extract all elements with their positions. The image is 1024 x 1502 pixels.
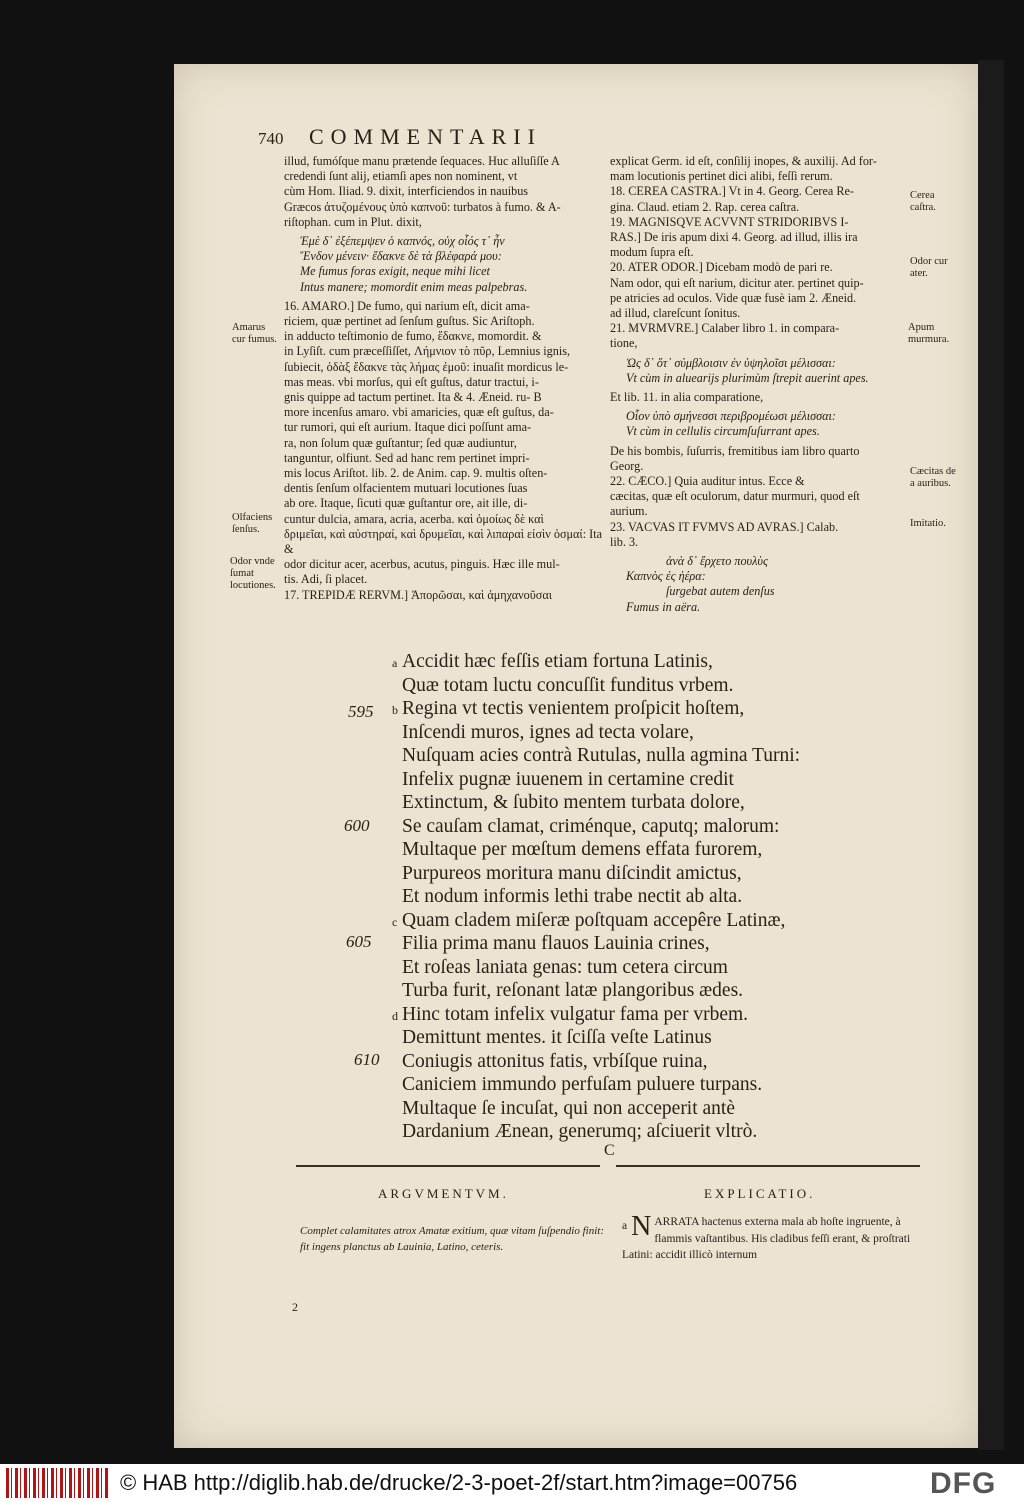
commentary-line: δριμεῖαι, καὶ αὐστηραί, καὶ δρυμεῖαι, καὶ λιπαραὶ εἰσὶν ὀσμαί: Ita &: [284, 526, 602, 557]
quoted-verse: [300, 234, 602, 295]
commentary-line: riſtophan. cum in Plut. dixit,: [284, 214, 422, 229]
poem-line-text: Se cauſam clamat, criménque, caputq; malorum:: [402, 815, 780, 837]
poem-line-text: Accidit hæc feſſis etiam fortuna Latinis,: [402, 651, 713, 672]
poem-line-text: Et nodum informis lethi trabe nectit ab alta.: [402, 886, 743, 907]
poem-line: [392, 862, 832, 886]
poem-line: [392, 909, 832, 933]
poem-line: [392, 674, 832, 698]
commentary-line: more incenſus amaro. vbi amaricies, quæ eſt guſtus, da-: [284, 405, 554, 420]
poem-block: [392, 650, 832, 1144]
commentary-line: 23. VACVAS IT FVMVS AD AVRAS.] Calab.: [610, 519, 839, 534]
note-letter: a: [392, 656, 398, 670]
commentary-left-column: [284, 154, 602, 603]
signature-mark: C: [604, 1142, 615, 1159]
poem-line-text: Purpureos moritura manu diſcindit amictus,: [402, 862, 742, 884]
footer-copyright: © HAB http://diglib.hab.de/drucke/2-3-poet-2f/start.htm?image=00756: [120, 1470, 798, 1495]
argumentum-text: Complet calamitates atrox Amatæ exitium, quæ vitam ſuſpendio finit: fit ingens planctus ab Lauinia, Latino, ceteris.: [300, 1225, 604, 1253]
note-letter: a: [622, 1220, 628, 1232]
margin-note-cerea: Cerea caſtra.: [910, 190, 936, 213]
commentary-line: odor dicitur acer, acerbus, acutus, pinguis. Hæc ille mul-: [284, 557, 560, 572]
note-letter: c: [392, 914, 398, 929]
commentary-line: De his bombis, ſuſurris, fremitibus iam libro quarto: [610, 443, 860, 458]
line-number: 610: [354, 1050, 380, 1069]
poem-line-text: Infelix pugnæ iuuenem in certamine credit: [402, 768, 734, 790]
commentary-line: tur rumori, qui eſt aurium. Itaque dici poſſunt ama-: [284, 420, 532, 435]
footer-bar: [0, 1464, 1024, 1502]
poem-line: [392, 1120, 832, 1144]
commentary-line: 18. CEREA CASTRA.] Vt in 4. Georg. Cerea Re-: [610, 184, 854, 199]
poem-line-text: Et roſeas laniata genas: tum cetera circum: [402, 956, 728, 978]
poem-line-text: Nuſquam acies contrà Rutulas, nulla agmina Turni:: [402, 745, 801, 766]
note-letter: d: [392, 1008, 398, 1023]
poem-line: [392, 956, 832, 980]
quoted-verse: [626, 409, 916, 439]
margin-note-imitatio: Imitatio.: [910, 518, 946, 529]
poem-line: [392, 768, 832, 792]
note-letter: b: [392, 703, 398, 717]
page-number: 740: [258, 129, 284, 148]
commentary-line: illud, fumóſque manu prætende ſequaces. Huc alluſiſſe A: [284, 154, 560, 168]
commentary-line: ad illud, clareſcunt ſonitus.: [610, 306, 741, 321]
commentary-line: ſurgebat autem denſus: [666, 584, 775, 599]
poem-line-text: Regina vt tectis venientem proſpicit hoſtem,: [402, 698, 745, 719]
commentary-line: in adducto teſtimonio de fumo, ἔδακνε, momordit. &: [284, 329, 542, 344]
poem-line-text: Quam cladem miſeræ poſtquam accepêre Latinæ,: [402, 909, 786, 931]
commentary-line: Georg.: [610, 458, 644, 473]
commentary-line: dentis ſenſum olfacientem mutuari locutiones ſuas: [284, 481, 528, 496]
commentary-line: 22. CÆCO.] Quia auditur intus. Ecce &: [610, 474, 805, 489]
divider-right: [616, 1165, 920, 1167]
divider-left: [296, 1165, 600, 1167]
commentary-line: gina. Claud. etiam 2. Rap. cerea caſtra.: [610, 199, 800, 214]
commentary-line: modum ſupra eſt.: [610, 245, 694, 260]
line-number: 600: [344, 816, 370, 835]
explicatio-heading: EXPLICATIO.: [704, 1186, 816, 1201]
bottom-mark: 2: [292, 1300, 298, 1314]
argumentum-heading: ARGVMENTVM.: [378, 1186, 509, 1201]
commentary-line: Et lib. 11. in alia comparatione,: [610, 390, 764, 405]
commentary-line: Intus manere; momordit enim meas palpebras.: [300, 279, 528, 294]
margin-note-caecitas: Cæcitas de a auribus.: [910, 466, 956, 489]
poem-line: [392, 791, 832, 815]
poem-line: [392, 1003, 832, 1027]
margin-note-olfaciens: Olfaciens ſenſus.: [232, 512, 273, 535]
line-number: 595: [348, 702, 374, 721]
commentary-line: cuntur dulcia, amara, acria, acerba. καὶ ὁμοίως δὲ καὶ: [284, 511, 544, 526]
commentary-line: 19. MAGNISQVE ACVVNT STRIDORIBVS I-: [610, 214, 849, 229]
commentary-line: pe atricies ad oculos. Vide quæ fusè iam 2. Æneid.: [610, 290, 857, 305]
margin-note-amarus: Amarus cur fumus.: [232, 322, 277, 345]
margin-note-odor: Odor vnde ſumat locutiones.: [230, 556, 276, 591]
poem-line-text: Filia prima manu flauos Lauinia crines,: [402, 933, 710, 954]
commentary-line: ab ore. Itaque, ſicuti quæ guſtantur ore, ait ille, di-: [284, 496, 528, 511]
explicatio-body: ARRATA hactenus externa mala ab hoſte ingruente, à flammis vaſtantibus. His cladibus feſſi erant, & proſtrati Latini: accidit illicò internum: [622, 1216, 911, 1261]
book-edge: [978, 60, 1004, 1450]
commentary-line: RAS.] De iris apum dixi 4. Georg. ad illud, illis ira: [610, 230, 858, 245]
commentary-line: mas meas. vbi morſus, qui eſt guſtus, datur tractui, i-: [284, 374, 539, 389]
poem-line-text: Extinctum, & ſubito mentem turbata dolore,: [402, 792, 745, 813]
commentary-line: Vt cùm in cellulis circumſuſurrant apes.: [626, 424, 820, 439]
commentary-line: Καπνὸς ἐς ἠέρα:: [626, 569, 706, 584]
commentary-line: mis locus Ariſtot. lib. 2. de Anim. cap. 9. multis oſten-: [284, 466, 548, 481]
poem-line: [392, 650, 832, 674]
commentary-line: 17. TREPIDÆ RERVM.] Ἀπορῶσαι, καὶ ἀμηχανοῦσαι: [284, 587, 553, 602]
commentary-line: Vt cùm in aluearijs plurimùm ſtrepit auerint apes.: [626, 370, 869, 385]
explicatio-text: [622, 1211, 926, 1264]
commentary-line: 16. AMARO.] De fumo, qui narium eſt, dicit ama-: [284, 298, 530, 313]
poem-line-text: Dardanium Ænean, generumq; aſciuerit vltrò.: [402, 1121, 758, 1142]
poem-line: [392, 1097, 832, 1121]
poem-line: [392, 885, 832, 909]
commentary-line: gnis quippe ad tactum pertinet. Ita & 4. Æneid. ru- B: [284, 390, 542, 405]
poem-line: [392, 1050, 832, 1074]
quoted-verse: [626, 554, 916, 615]
commentary-right-column: [610, 154, 916, 619]
commentary-line: in Lyſiſt. cum præceſſiſſet, Λήμνιον τὸ πῦρ, Lemnius ignis,: [284, 344, 571, 359]
commentary-line: credendi ſunt alij, etiamſi apes non nominent, vt: [284, 169, 518, 184]
commentary-line: aurium.: [610, 504, 648, 519]
poem-line: [392, 697, 832, 721]
hab-logo-icon: [6, 1468, 110, 1498]
commentary-line: ἀνὰ δ᾽ ἔρχετο πουλὺς: [666, 554, 768, 569]
commentary-line: Οἷον ὑπὸ σμήνεσσι περιβρομέωσι μέλισσαι:: [626, 409, 836, 424]
commentary-line: cæcitas, quæ eſt oculorum, datur murmuri, quod eſt: [610, 489, 860, 504]
poem-line-text: Quæ totam luctu concuſſit funditus vrbem.: [402, 674, 734, 696]
line-number: 605: [346, 932, 372, 951]
poem-line-text: Hinc totam infelix vulgatur fama per vrbem.: [402, 1003, 749, 1025]
commentary-line: 20. ATER ODOR.] Dicebam modò de pari re.: [610, 260, 833, 275]
poem-line: [392, 838, 832, 862]
poem-line-text: Demittunt mentes. it ſciſſa veſte Latinus: [402, 1027, 712, 1048]
dfg-logo: DFG: [930, 1467, 997, 1500]
poem-line-text: Coniugis attonitus fatis, vrbíſque ruina,: [402, 1050, 708, 1072]
commentary-line: tanguntur, olfiunt. Sed ad hanc rem pertinet impri-: [284, 450, 530, 465]
margin-note-apum: Apum murmura.: [908, 322, 950, 345]
poem-line-text: Multaque per mœſtum demens effata furorem,: [402, 839, 763, 860]
commentary-line: 21. MVRMVRE.] Calaber libro 1. in compara-: [610, 321, 840, 336]
commentary-line: lib. 3.: [610, 534, 639, 549]
commentary-line: Græcos ἀτυζομένους ὑπὸ καπνοῦ: turbatos à fumo. & A-: [284, 199, 561, 214]
poem-line-text: Turba furit, reſonant latæ plangoribus ædes.: [402, 980, 744, 1001]
commentary-line: explicat Germ. id eſt, conſilij inopes, & auxilij. Ad for-: [610, 154, 877, 168]
commentary-line: Fumus in aëra.: [626, 599, 701, 614]
running-title: COMMENTARII: [309, 124, 542, 149]
poem-line-text: Multaque ſe incuſat, qui non acceperit antè: [402, 1097, 735, 1119]
commentary-line: ſubiecit, ὀδὰξ ἔδακνε τὰς λήμας ἐμοῦ: inuaſit mordicus le-: [284, 359, 569, 374]
commentary-line: ra, non ſolum quæ guſtantur; ſed quæ audiuntur,: [284, 435, 517, 450]
commentary-line: Me fumus foras exigit, neque mihi licet: [300, 264, 490, 279]
commentary-line: tis. Adi, ſi placet.: [284, 572, 368, 587]
poem-line: [392, 815, 832, 839]
quoted-verse: [626, 356, 916, 386]
poem-line: [392, 744, 832, 768]
poem-line: [392, 979, 832, 1003]
commentary-line: Ἐμὲ δ᾽ ἐξέπεμψεν ὁ καπνός, οὐχ οἷός τ᾽ ἦν: [300, 234, 505, 249]
poem-line: [392, 932, 832, 956]
commentary-line: Ἔνδον μένειν· ἔδακνε δὲ τὰ βλέφαρά μου:: [300, 249, 502, 264]
commentary-line: Nam odor, qui eſt narium, dicitur ater. pertinet quip-: [610, 275, 864, 290]
poem-line: [392, 1026, 832, 1050]
commentary-line: cùm Hom. Iliad. 9. dixit, interficiendos in nauibus: [284, 184, 529, 199]
commentary-line: Ὡς δ᾽ ὅτ᾽ σύμβλοισιν ἐν ὑψηλοῖσι μέλισσαι:: [626, 355, 836, 370]
commentary-line: tione,: [610, 336, 638, 351]
poem-line-text: Caniciem immundo perfuſam puluere turpans.: [402, 1074, 763, 1095]
poem-line-text: Inſcendi muros, ignes ad tecta volare,: [402, 721, 694, 743]
poem-line: [392, 1073, 832, 1097]
commentary-line: mam locutionis pertinet dici alibi, feſſi rerum.: [610, 169, 833, 184]
drop-cap: N: [631, 1211, 652, 1242]
running-head: [258, 124, 728, 150]
poem-line: [392, 721, 832, 745]
margin-note-odor-ater: Odor cur ater.: [910, 256, 948, 279]
commentary-line: riciem, quæ pertinet ad ſenſum guſtus. Sic Ariſtoph.: [284, 314, 535, 329]
